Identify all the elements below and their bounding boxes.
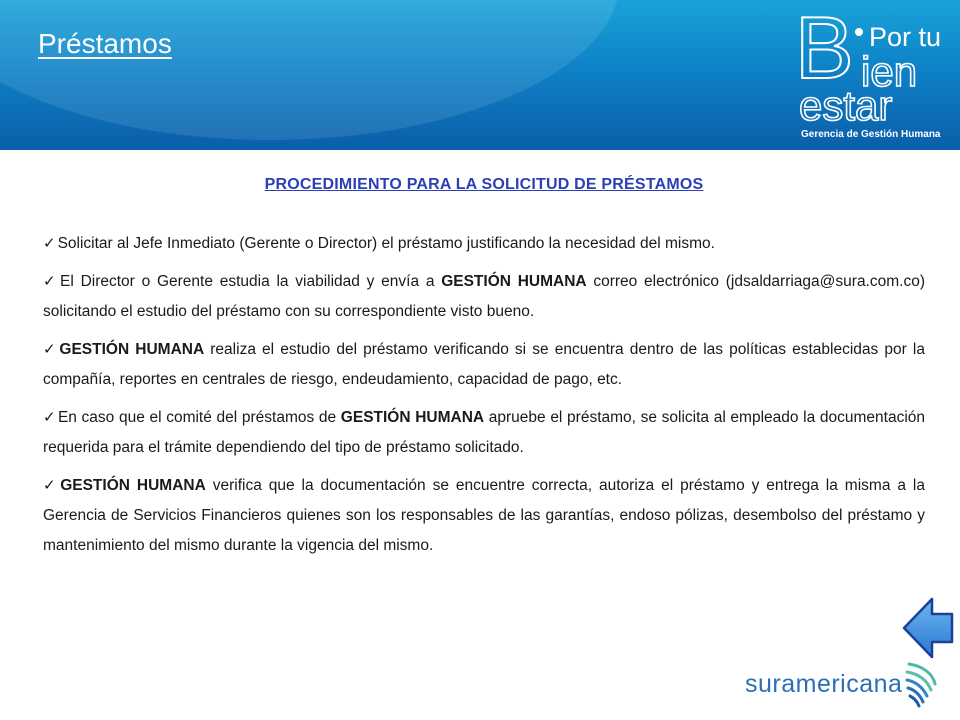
- step-item: [43, 267, 925, 327]
- suramericana-wordmark: suramericana: [745, 670, 903, 698]
- header-banner: [0, 0, 960, 150]
- left-arrow-icon[interactable]: [902, 596, 954, 660]
- checkmark-icon: ✓: [43, 235, 56, 252]
- step-text-bold: GESTIÓN HUMANA: [340, 409, 485, 426]
- checkmark-icon: ✓: [43, 273, 59, 290]
- step-text-bold: GESTIÓN HUMANA: [59, 341, 205, 358]
- step-text: En caso que el comité del préstamos de: [57, 409, 341, 426]
- header-sheen: [0, 0, 620, 140]
- logo-big-b: B: [795, 6, 854, 97]
- bienestar-logo: [795, 6, 955, 142]
- step-text-bold: GESTIÓN HUMANA: [441, 273, 587, 290]
- step-item: [43, 335, 925, 395]
- logo-dot: [855, 28, 863, 36]
- suramericana-mark-icon: [905, 660, 941, 708]
- checkmark-icon: ✓: [43, 341, 58, 358]
- step-text: realiza el estudio del préstamo verificando si se encuentra dentro de las políticas establecidas por la compañía, reportes en centrales de riesgo, endeudamiento, capacidad de pago, etc.: [43, 341, 925, 388]
- step-text-bold: GESTIÓN HUMANA: [60, 477, 206, 494]
- checkmark-icon: ✓: [43, 477, 59, 494]
- step-text: correo electrónico (jdsaldarriaga@sura.com.co) solicitando el estudio del préstamo con su correspondiente visto bueno.: [43, 273, 925, 320]
- step-text: apruebe el préstamo, se solicita al empleado la documentación requerida para el trámite dependiendo del tipo de préstamo solicitado.: [43, 409, 926, 456]
- section-title: PROCEDIMIENTO PARA LA SOLICITUD DE PRÉSTAMOS: [264, 176, 704, 193]
- steps-list: [43, 229, 925, 561]
- logo-subtitle: Gerencia de Gestión Humana: [801, 129, 941, 140]
- page-title: Préstamos: [38, 28, 172, 59]
- step-item: [43, 471, 925, 561]
- step-item: [43, 229, 925, 259]
- step-text: El Director o Gerente estudia la viabilidad y envía a: [60, 273, 442, 290]
- suramericana-logo: [745, 660, 945, 712]
- step-item: [43, 403, 925, 463]
- logo-line3: estar: [799, 82, 893, 129]
- step-text: Solicitar al Jefe Inmediato (Gerente o Director) el préstamo justificando la necesidad del mismo.: [57, 235, 715, 252]
- main-content: [43, 176, 925, 569]
- step-text: verifica que la documentación se encuentre correcta, autoriza el préstamo y entrega la misma a la Gerencia de Servicios Financieros quienes son los responsables de las garantías, endoso pólizas, desembolso del préstamo y mantenimiento del mismo durante la vigencia del mismo.: [43, 477, 925, 554]
- checkmark-icon: ✓: [43, 409, 56, 426]
- logo-line2: ien: [861, 48, 918, 95]
- logo-line1: Por tu: [869, 22, 942, 52]
